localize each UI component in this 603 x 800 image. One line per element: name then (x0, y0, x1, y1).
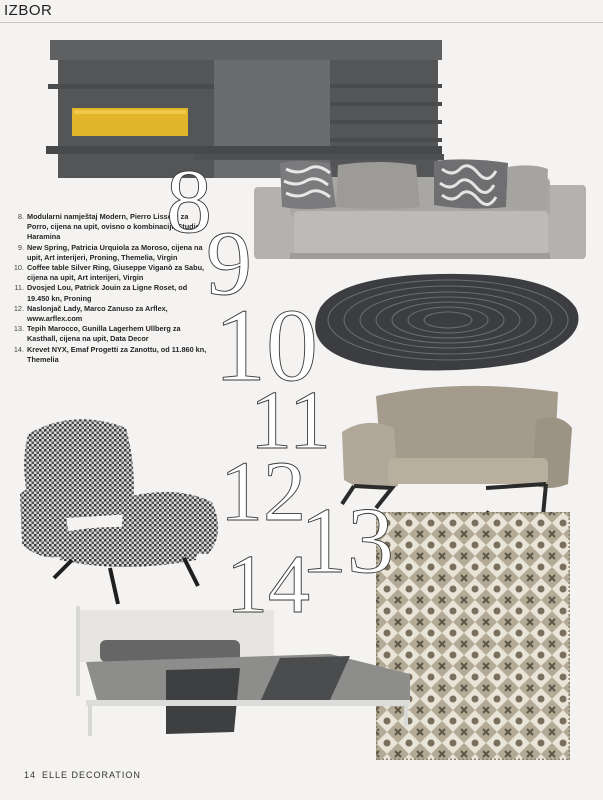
caption-item-14 (8, 345, 208, 365)
caption-item-12 (8, 304, 208, 324)
caption-number: 13. (13, 324, 24, 334)
number-8: 8 (166, 150, 212, 252)
number-12: 12 (220, 443, 306, 539)
caption-text: Naslonjač Lady, Marco Zanuso za Arflex, www.arflex.com (27, 303, 168, 324)
caption-item-8 (8, 212, 208, 243)
number-10: 10 (214, 288, 318, 403)
page-number: 14 (24, 770, 37, 780)
page-footer (24, 770, 147, 780)
caption-number: 11. (14, 283, 24, 293)
caption-text: Dvosjed Lou, Patrick Jouin za Ligne Roset, od 19.450 kn, Proning (27, 283, 188, 303)
caption-item-10 (8, 263, 208, 283)
sofa-image (250, 155, 590, 265)
caption-text: Tepih Marocco, Gunilla Lagerhem Ullberg za Kasthall, cijena na upit, Data Decor (27, 324, 181, 344)
magazine-name: ELLE DECORATION (42, 770, 141, 780)
number-13: 13 (300, 489, 394, 593)
bed-image (70, 600, 430, 740)
caption-text: Modularni namještaj Modern, Pierro Lissoni za Porro, cijena na upit, ovisno o kombinaciji, Studio Haramina (27, 212, 201, 242)
caption-number: 12. (13, 303, 24, 313)
caption-text: New Spring, Patricia Urquiola za Moroso, cijena na upit, Art interijeri, Proning, Themelia, Virgin (27, 242, 203, 262)
number-9: 9 (206, 212, 252, 314)
caption-item-9 (8, 243, 208, 263)
caption-text: Coffee table Silver Ring, Giuseppe Viganò za Sabu, cijena na upit, Art interijeri, Virgin (27, 263, 205, 283)
caption-number: 8. (17, 212, 24, 221)
section-title: IZBOR (4, 2, 53, 19)
caption-item-11 (8, 283, 208, 303)
caption-item-13 (8, 324, 208, 344)
caption-number: 9. (17, 242, 24, 252)
product-caption-list (8, 212, 208, 365)
number-11: 11 (250, 374, 331, 467)
number-14: 14 (226, 538, 310, 631)
caption-text: Krevet NYX, Emaf Progetti za Zanottu, od 11.860 kn, Themelia (27, 344, 207, 364)
caption-number: 10. (13, 263, 24, 273)
caption-number: 14. (13, 344, 24, 354)
coffee-table-image (290, 268, 590, 378)
armchair-image (14, 414, 234, 614)
